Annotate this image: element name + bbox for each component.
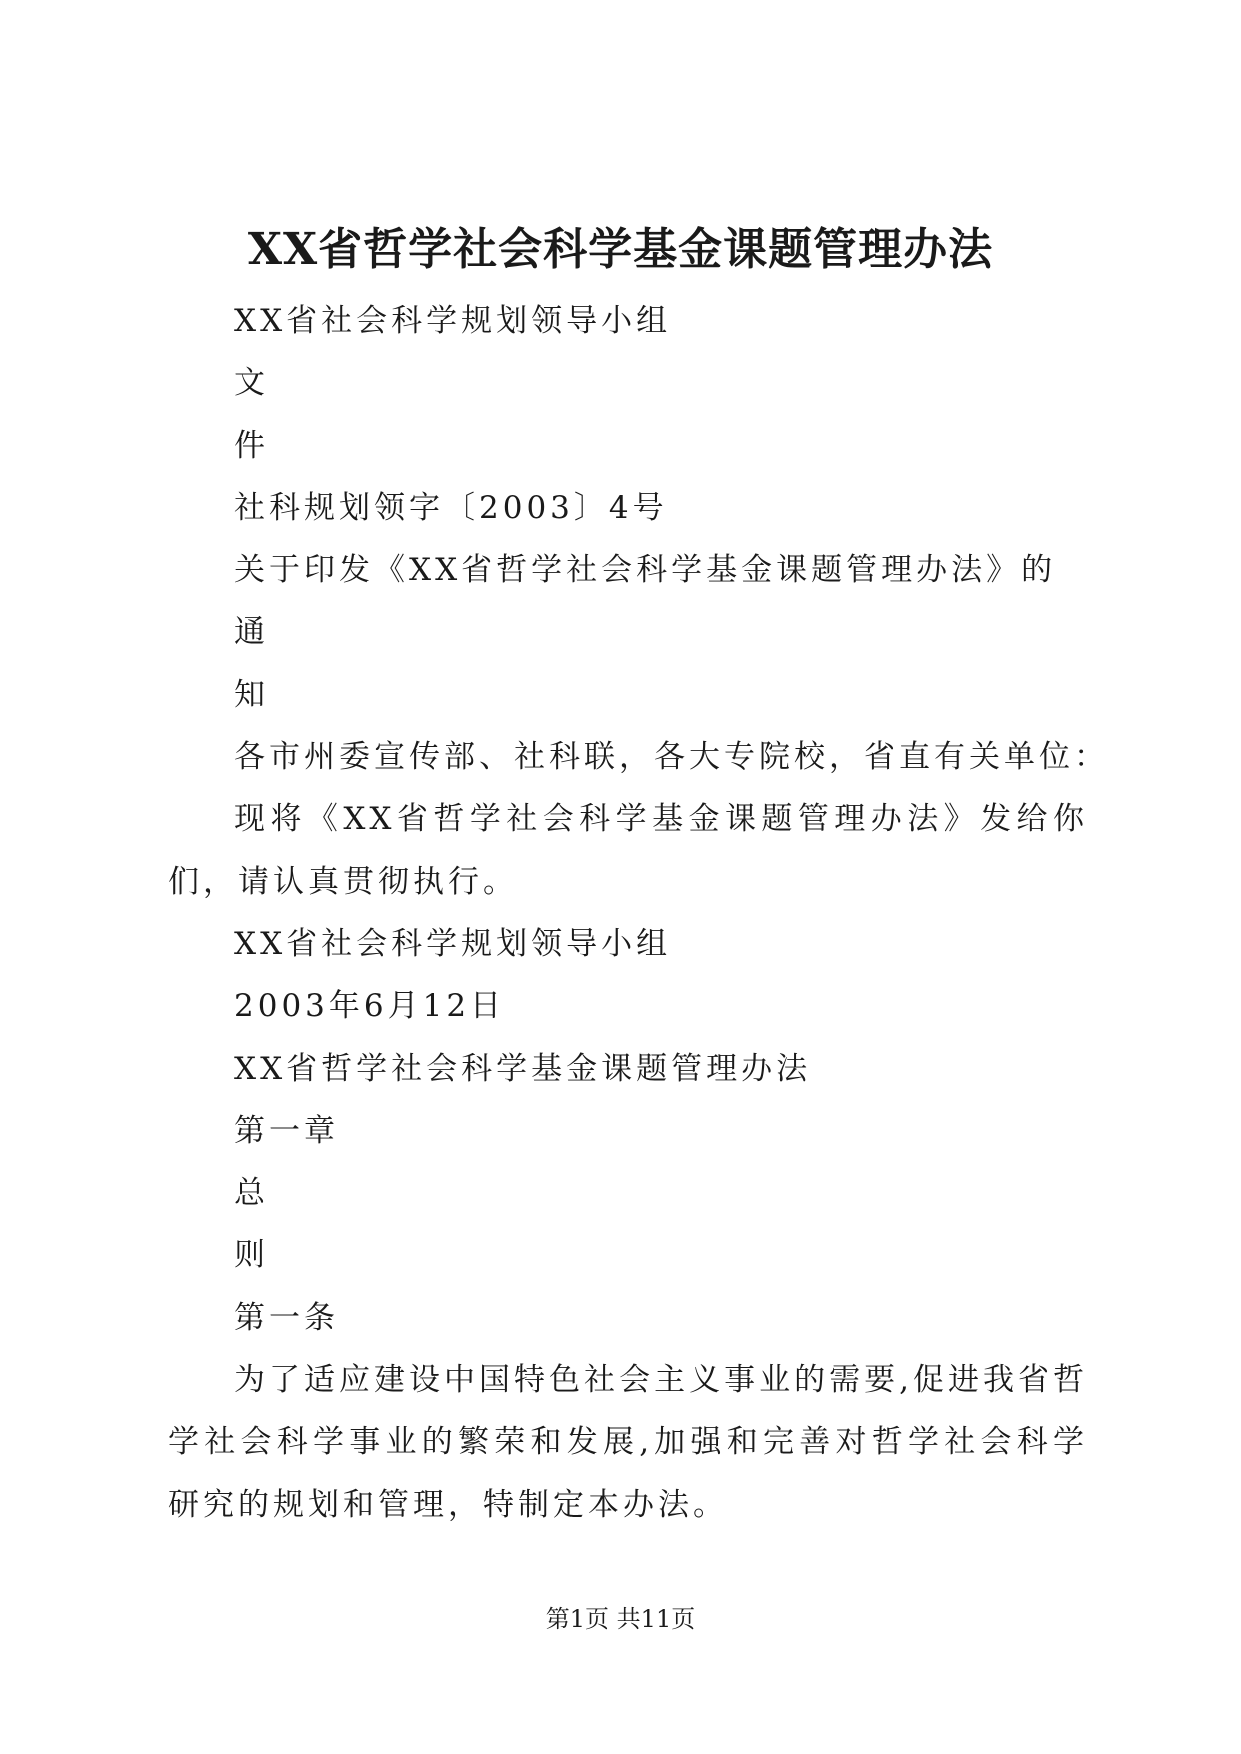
- chapter-name-char-2: 则: [234, 1237, 269, 1274]
- page-footer: 第1页 共11页: [545, 1605, 696, 1633]
- notice-heading-char-2: 知: [234, 676, 269, 713]
- notice-heading-char-1: 通: [234, 614, 269, 651]
- article-paragraph: 为了适应建设中国特色社会主义事业的需要,促进我省哲学社会科学事业的繁荣和发展,加强和完善对哲学社会科学研究的规划和管理，特制定本办法。: [168, 1362, 1088, 1523]
- signature-line: XX省社会科学规划领导小组: [234, 925, 672, 962]
- doc-type-char-2: 件: [234, 427, 269, 464]
- document-title: XX省哲学社会科学基金课题管理办法: [247, 224, 994, 275]
- chapter-heading: 第一章: [234, 1112, 339, 1149]
- document-body: [168, 290, 1109, 1536]
- notice-heading: 关于印发《XX省哲学社会科学基金课题管理办法》的: [234, 552, 1057, 589]
- issuer-line: XX省社会科学规划领导小组: [234, 303, 672, 339]
- chapter-name-char-1: 总: [234, 1175, 269, 1212]
- document-number: 社科规划领字〔2003〕4号: [234, 489, 668, 526]
- sub-title: XX省哲学社会科学基金课题管理办法: [234, 1050, 812, 1087]
- recipients-line: 各市州委宣传部、社科联，各大专院校，省直有关单位：: [234, 739, 1109, 776]
- notice-paragraph: 现将《XX省哲学社会科学基金课题管理办法》发给你们，请认真贯彻执行。: [168, 801, 1088, 900]
- article-heading: 第一条: [234, 1299, 339, 1336]
- date-line: 2003年6月12日: [234, 988, 506, 1025]
- doc-type-char-1: 文: [234, 365, 269, 402]
